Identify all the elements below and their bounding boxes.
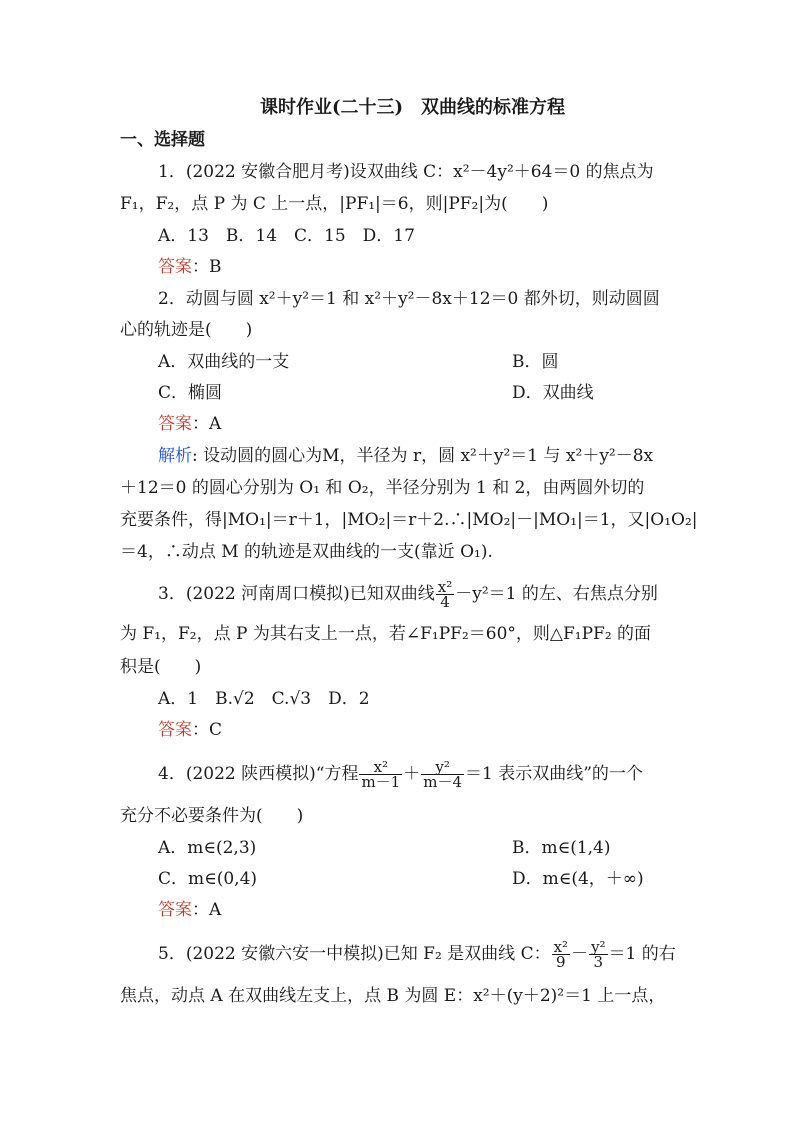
q1-answer-value: ：B [192, 257, 222, 277]
q4-answer [158, 898, 221, 922]
section-heading: 一、选择题 [120, 130, 205, 150]
q2-option-c: C．椭圆 [158, 383, 223, 403]
q3-answer-value: ：C [192, 720, 223, 740]
q5-fraction-2-den: 3 [593, 953, 604, 971]
q4-option-d: D．m∈(4，＋∞) [512, 869, 644, 889]
q5-stem-line2: 焦点，动点 A 在双曲线左支上，点 B 为圆 E：x²＋(y＋2)²＝1 上一点， [120, 986, 666, 1006]
q4-option-c: C．m∈(0,4) [158, 869, 258, 889]
q1-stem-line1: 1．(2022 安徽合肥月考)设双曲线 C：x²－4y²＋64＝0 的焦点为 [158, 162, 654, 182]
q2-analysis-line1 [158, 444, 653, 468]
q4-option-b: B．m∈(1,4) [512, 838, 611, 858]
answer-label: 答案 [158, 414, 192, 434]
answer-label: 答案 [158, 900, 192, 920]
page-title: 课时作业(二十三) 双曲线的标准方程 [260, 97, 566, 118]
q1-answer [158, 255, 222, 279]
q5-fraction-2-num: y² [591, 938, 606, 956]
q2-analysis-text1: : 设动圆的圆心为M，半径为 r，圆 x²＋y²＝1 与 x²＋y²－8x [192, 446, 654, 466]
q2-answer [158, 412, 221, 436]
q2-answer-value: ：A [192, 414, 222, 434]
q2-option-b: B．圆 [512, 352, 559, 372]
q4-stem-line1 [158, 760, 643, 789]
q3-stem-post: －y²＝1 的左、右焦点分别 [455, 584, 658, 604]
q4-fraction-2 [421, 760, 464, 789]
q5-stem-pre: 5．(2022 安徽六安一中模拟)已知 F₂ 是双曲线 C： [158, 944, 551, 964]
q5-minus: － [571, 944, 589, 964]
q4-fraction-1-den: m－1 [361, 773, 401, 791]
q3-stem-line2: 为 F₁，F₂，点 P 为其右支上一点，若∠F₁PF₂＝60°，则△F₁PF₂ 的面 [120, 624, 652, 644]
q4-stem-line2: 充分不必要条件为( ) [120, 806, 304, 826]
q4-stem-post: ＝1 表示双曲线”的一个 [465, 764, 643, 784]
q4-fraction-2-den: m－4 [423, 773, 463, 791]
q5-stem-line1 [158, 940, 676, 969]
q3-fraction-num: x² [437, 578, 453, 596]
q2-analysis-line2: ＋12＝0 的圆心分别为 O₁ 和 O₂，半径分别为 1 和 2，由两圆外切的 [120, 478, 645, 498]
q3-options: A．1 B.√2 C.√3 D．2 [158, 689, 370, 709]
q4-fraction-1-num: x² [359, 760, 402, 775]
q3-stem-pre: 3．(2022 河南周口模拟)已知双曲线 [158, 584, 435, 604]
q2-stem-line1: 2．动圆与圆 x²＋y²＝1 和 x²＋y²－8x＋12＝0 都外切，则动圆圆 [158, 289, 660, 309]
q1-stem-line2: F₁，F₂，点 P 为 C 上一点，|PF₁|＝6，则|PF₂|为( ) [120, 194, 549, 214]
q3-fraction [436, 580, 454, 609]
q3-stem-line3: 积是( ) [120, 657, 202, 677]
q5-fraction-1-den: 9 [556, 953, 566, 971]
q4-plus: ＋ [403, 764, 421, 784]
q4-option-a: A．m∈(2,3) [158, 838, 257, 858]
q5-fraction-1 [552, 940, 570, 969]
q4-stem-pre: 4．(2022 陕西模拟)“方程 [158, 764, 359, 784]
q5-fraction-2 [589, 940, 608, 969]
q3-stem-line1 [158, 580, 658, 609]
q4-fraction-1 [359, 760, 402, 789]
q4-answer-value: ：A [192, 900, 222, 920]
q2-option-a: A．双曲线的一支 [158, 352, 290, 372]
answer-label: 答案 [158, 720, 192, 740]
q3-answer [158, 718, 222, 742]
q1-options: A．13 B．14 C．15 D．17 [158, 226, 415, 246]
analysis-label: 解析 [158, 446, 192, 466]
q2-stem-line2: 心的轨迹是( ) [120, 320, 253, 340]
q4-fraction-2-num: y² [421, 760, 464, 775]
q3-fraction-den: 4 [440, 593, 450, 611]
q5-stem-post: ＝1 的右 [608, 944, 676, 964]
q5-fraction-1-num: x² [553, 938, 569, 956]
answer-label: 答案 [158, 257, 192, 277]
q2-analysis-line4: ＝4，∴动点 M 的轨迹是双曲线的一支(靠近 O₁). [120, 542, 493, 562]
q2-analysis-line3: 充要条件，得|MO₁|＝r＋1，|MO₂|＝r＋2.∴|MO₂|－|MO₁|＝1，又|O₁O₂| [120, 510, 698, 530]
q2-option-d: D．双曲线 [512, 383, 594, 403]
